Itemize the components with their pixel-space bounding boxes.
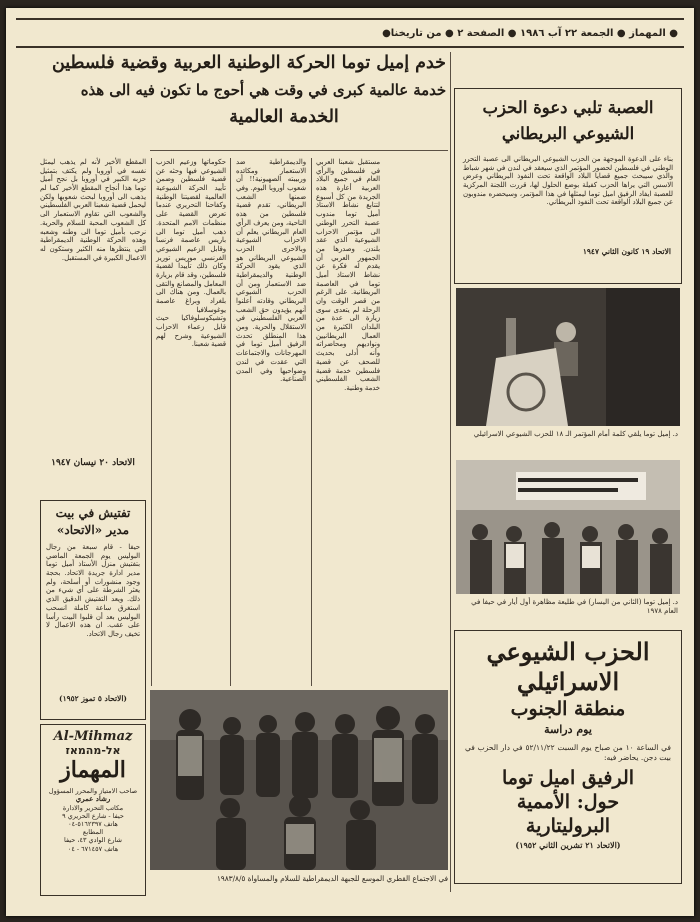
article-column-2 xyxy=(236,158,306,686)
masthead-press-phone: هاتف ٦٧١٤٥٧ - ٠٤ xyxy=(67,844,119,853)
headline-line-3: الخدمة العالمية xyxy=(229,107,339,127)
raid-dateline: (الاتحاد ٥ تموز ١٩٥٢) xyxy=(59,694,127,703)
article-column-3-text: حكوماتها وزعيم الحزب الشيوعي فيها وحثه عن قضية فلسطين وضمن تأييد الحركة الشيوعية العالمية لقضيتنا الوطنية وكفاحنا التحريري عندما تعرض القضية على منظمات الامم المتحدة. ذهب أميل توما الى باريس عاصمة فرنسا وقابل الزعيم الشيوعي الفرنسي موريس توريز وكان ذلك تأييدا لقضية فلسطين، وقد قام بزيارة المعامل والمصانع والتقى بالعمال. ومن هناك الى بلغراد وبراغ عاصمة يوغوسلافيا وتشيكوسلوفاكيا حيث قابل زعماء الاحزاب الشيوعية وشرح لهم قضية شعبنا. xyxy=(156,158,226,349)
bottom-photo-image xyxy=(150,690,448,870)
masthead-office-label: مكاتب التحرير والادارة xyxy=(62,803,124,812)
raid-article-box xyxy=(40,500,146,720)
photo-speaker xyxy=(456,288,680,426)
photo-demonstration xyxy=(456,460,680,594)
photo-demonstration-image xyxy=(456,460,680,594)
notice-topic: البروليتارية xyxy=(525,815,611,838)
article-signature xyxy=(40,458,146,492)
notice-line-2: الاسرائيلي xyxy=(516,667,620,696)
notice-line-3: منطقة الجنوب xyxy=(510,698,626,720)
article-column-4 xyxy=(40,158,146,458)
article-column-3 xyxy=(156,158,226,686)
right-top-box xyxy=(454,88,682,284)
article-column-4-text: المقطع الأخير لأنه لم يذهب ليمثل نفسه في أوروبا ولم يكتف بتمثيل حزبه الكبير في أوروبا بل نجح أميل توما هذا أنجاح المقطع الأخير كما لم يذهب الى أوروبا لبحث شعوبها ولكن ليحمل قضية شعبنا العربي الفلسطيني والشعوب التي تقاوم الاستعمار الى كل الشعوب المحبة للسلام والحرية. نرحب بأميل توما الى وطنه وشعبه وهذه الحركة الوطنية الديمقراطية التي ينتظرها منه الكثير وستكون له الاعمال الكبيرة في المستقبل. xyxy=(40,158,146,262)
right-box-dateline: الاتحاد ١٩ كانون الثاني ١٩٤٧ xyxy=(582,247,671,256)
masthead-press-address: شارع الوادي ٤٣، حيفا xyxy=(64,836,122,845)
masthead-arabic-logo: المهماز xyxy=(60,757,126,783)
right-box-headline: العصبة تلبي دعوة الحزب الشيوعي البريطاني xyxy=(482,98,654,143)
photo-speaker-image xyxy=(456,288,680,426)
masthead-publisher: رشاد عمري xyxy=(75,794,111,804)
notice-line-4: يوم دراسة xyxy=(544,723,592,736)
headline-line-2: خدمة عالمية كبرى في وقت هي أحوج ما تكون فيه الى هذه xyxy=(80,82,446,99)
bottom-photo-group-meeting xyxy=(150,690,448,870)
masthead-hebrew: אל-מהמאז xyxy=(65,744,121,757)
headline-line-1: خدم إميل توما الحركة الوطنية العربية وقضية فلسطين xyxy=(51,53,446,73)
photo-speaker-caption: د. إميل توما يلقي كلمة أمام المؤتمر الـ ١٨ للحزب الشيوعي الاسرائيلي xyxy=(473,430,678,438)
study-day-notice xyxy=(454,630,682,884)
right-box-body: بناء على الدعوة الموجهة من الحزب الشيوعي البريطاني الى عصبة التحرر الوطني في فلسطين لحضور المؤتمر الذي سيعقد في لندن في شهر شباط والذي سيبحث جميع قضايا البلاد الواقعة تحت النفوذ البريطاني وعرض الاسس التي يراها الحزب كفيلة بوضع الحلول لها، قررت اللجنة المركزية للعصبة ايفاد الرفيق اميل توما ليمثلها في هذا المؤتمر، وسيحضره مندوبون عن جميع البلاد الواقعة تحت النفوذ البريطاني. xyxy=(463,155,673,207)
masthead-publisher-label: صاحب الامتياز والمحرر المسؤول xyxy=(48,787,138,795)
header-line: ● المهماز ● الجمعة ٢٢ آب ١٩٨٦ ● الصفحة ٢ ● من تاريخنا● xyxy=(382,27,678,39)
bottom-photo-caption: في الاجتماع القطري الموسع للجبهة الديمقراطية للسلام والمساواة ١٩٨٣/٨/٥ xyxy=(216,874,448,883)
notice-line-1: الحزب الشيوعي xyxy=(486,637,650,666)
notice-topic-intro: حول: الأممية xyxy=(516,791,620,814)
article-column-1 xyxy=(316,158,380,686)
raid-title-2: مدير «الاتحاد» xyxy=(56,523,130,537)
article-signature-text: الاتحاد ٢٠ نيسان ١٩٤٧ xyxy=(51,458,135,468)
article-column-1-text: مستقبل شعبنا العربي في فلسطين والرأي العام في جميع البلاد العربية أعارة هذه الجريدة من كل أسبوع لتتابع نشاط الاستاذ أميل توما مندوب عصبة التحرر الوطني الى مؤتمر الاحزاب الشيوعية الذي عقد بلندن. وصدرها من الجمهور العربي أن يقدم له فكرة عن نشاط الاستاذ أميل توما في العاصمة البريطانية. على الرغم من قصر الوقت وان الرحلة لم يتعدى سوى زيارة الى عدة من البلدان الكثيرة من العمال البريطانيين ونواديهم ومحاضراته وأنه أدلى بحديث للصحف عن قضية فلسطين خدمة قضية الشعب الفلسطيني خدمة وطنية. xyxy=(316,158,380,392)
masthead-box xyxy=(40,724,146,896)
masthead-latin: Al-Mihmaz xyxy=(53,729,133,744)
article-column-2-text: والديمقراطية ضد الاستعمار ومكائده وربيبته الصهيونية!! أن شعوب أوروبا اليوم. وفي ضمنها الشعب البريطاني، تقدم قضية فلسطين من هذه الناحية، ومن يعرف الرأي العام البريطاني يعلم أن الاحزاب الشيوعية وبالاحرى الحزب الشيوعي البريطاني هو الذي يقود الحركة الوطنية والديمقراطية ضد الاستعمار ومن أن الحزب الشيوعي البريطاني وقادته أعلنوا أنهم يؤيدون حق الشعب العربي الفلسطيني في الاستقلال والحرية. ومن هذا المنطلق تحدث الرفيق أميل توما في المهرجانات والاجتماعات التي عقدت في لندن وضواحيها وفي المدن الصناعية. xyxy=(236,158,306,384)
newspaper-page xyxy=(6,8,694,916)
masthead-press-label: المطابع xyxy=(82,828,104,837)
raid-title-1: تفتيش في بيت xyxy=(55,506,131,520)
notice-dateline: (الاتحاد ٢١ تشرين الثاني ١٩٥٢) xyxy=(515,840,621,851)
notice-details: في الساعة ١٠ من صباح يوم السبت ٥٢/١١/٢٢ في دار الحزب في بيت دجن. يحاضر فيه: xyxy=(465,743,671,762)
masthead-office-address: حيفا - شارع الحريري ٩ xyxy=(62,812,124,820)
masthead-office-phone: هاتف ٥١٦٢٣٩٧-٠٤ xyxy=(68,820,118,829)
raid-body: حيفا - قام سبعة من رجال البوليس يوم الجمعة الماضي بتفتيش منزل الأستاذ أميل توما مدير ادارة جريدة الاتحاد. بحجة وجود منشورات أو أسلحة، ولم يعثر الشرطة على أي شيء من ذلك. ويعد التفتيش الدقيق الذي استغرق ساعة كاملة انسحب البوليس بعد أن قلبوا البيت رأسا على عقب. ان هذه الاعمال لا تخيف رجال الاتحاد. xyxy=(46,543,140,638)
main-headline xyxy=(51,50,446,142)
notice-speaker: الرفيق اميل توما xyxy=(501,767,635,790)
photo-demonstration-caption: د. إميل توما (الثاني من اليسار) في طليعة مظاهرة أول أيار في حيفا في العام ١٩٧٨ xyxy=(471,598,678,615)
page-header xyxy=(16,18,684,48)
